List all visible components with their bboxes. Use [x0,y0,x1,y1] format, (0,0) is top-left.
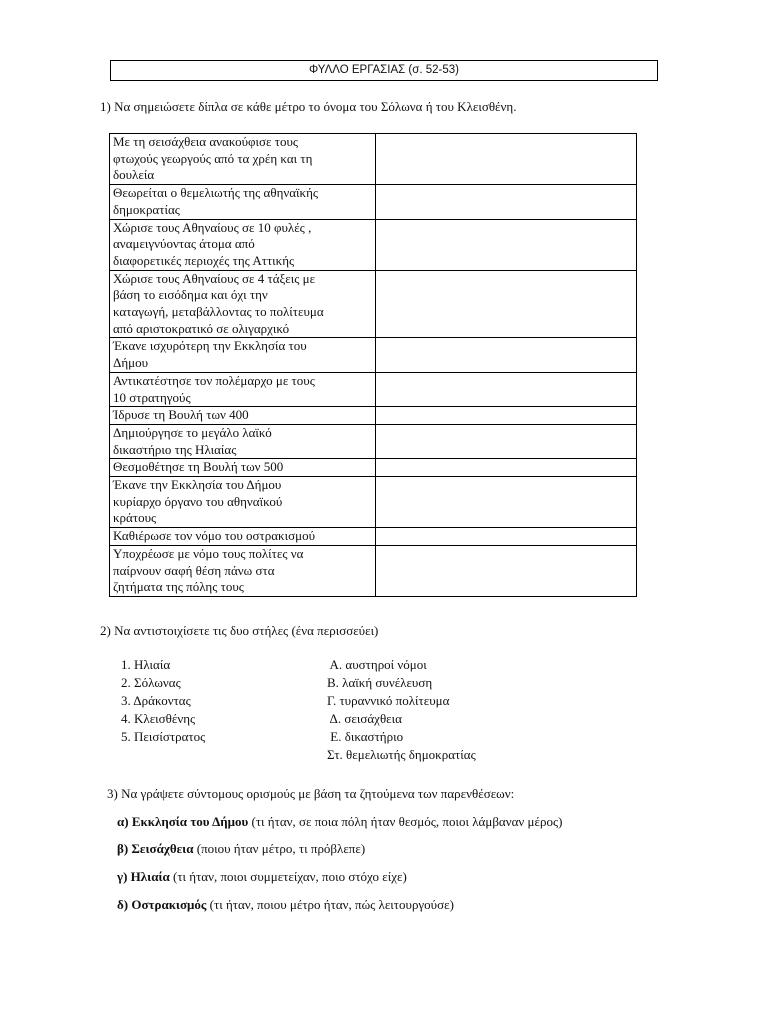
definition-hint: (ποιου ήταν μέτρο, τι πρόβλεπε) [193,841,366,856]
worksheet-title: ΦΥΛΛΟ ΕΡΓΑΣΙΑΣ (σ. 52-53) [110,60,658,81]
match-right-item: Δ. σεισάχθεια [327,711,402,726]
answer-cell[interactable] [376,338,637,372]
measure-text-cell [110,338,376,372]
match-right-item: Στ. θεμελιωτής δημοκρατίας [327,747,476,762]
definition-term: γ) Ηλιαία [117,869,170,884]
measure-line: Αντικατέστησε τον πολέμαρχο με τους [113,372,315,388]
match-left-item: 4. Κλεισθένης [121,711,196,726]
measure-line: Θεσμοθέτησε τη Βουλή των 500 [113,459,284,475]
match-left-item: 2. Σόλωνας [121,675,181,690]
measure-row [110,477,637,528]
measure-line: Δήμου [113,355,149,371]
measure-line: κράτους [113,510,157,526]
match-right-item: Β. λαϊκή συνέλευση [327,675,433,690]
definition-hint: (τι ήταν, ποιοι συμμετείχαν, ποιο στόχο είχε) [169,869,407,884]
measure-row [110,134,637,185]
match-column-right [327,656,476,764]
measure-row [110,459,637,477]
measure-line: διαφορετικές περιοχές της Αττικής [113,252,295,268]
measure-line: 10 στρατηγούς [113,389,191,405]
measure-line: Χώρισε τους Αθηναίους σε 4 τάξεις με [113,270,316,286]
definition-item [117,869,407,885]
answer-cell[interactable] [376,219,637,270]
measure-text-cell [110,459,376,477]
definition-item [117,897,454,913]
answer-cell[interactable] [376,545,637,596]
answer-cell[interactable] [376,372,637,406]
measure-line: Θεωρείται ο θεμελιωτής της αθηναϊκής [113,185,319,201]
measure-line: παίρνουν σαφή θέση πάνω στα [113,562,275,578]
match-right-item: Ε. δικαστήριο [327,729,404,744]
measure-line: δικαστήριο της Ηλιαίας [113,441,237,457]
definition-hint: (τι ήταν, σε ποια πόλη ήταν θεσμός, ποιοι λάμβαναν μέρος) [248,814,563,829]
measure-line: ζητήματα της πόλης τους [113,579,244,595]
match-left-item: 1. Ηλιαία [121,657,171,672]
definition-term: δ) Οστρακισμός [117,897,207,912]
measure-line: Έκανε την Εκκλησία του Δήμου [113,477,282,493]
measure-text-cell [110,270,376,338]
definition-item [117,814,562,830]
match-left-item: 5. Πεισίστρατος [121,729,206,744]
measure-line: Χώρισε τους Αθηναίους σε 10 φυλές , [113,219,312,235]
answer-cell[interactable] [376,270,637,338]
measure-text-cell [110,134,376,185]
measure-text-cell [110,545,376,596]
answer-cell[interactable] [376,424,637,458]
measure-text-cell [110,477,376,528]
measure-line: δουλεία [113,167,155,183]
definition-item [117,841,365,857]
measure-text-cell [110,424,376,458]
measure-text-cell [110,372,376,406]
measure-line: καταγωγή, μεταβάλλοντας το πολίτευμα [113,304,324,320]
measure-line: από αριστοκρατικό σε ολιγαρχικό [113,320,290,336]
measure-row [110,407,637,425]
match-column-left [121,656,205,746]
answer-cell[interactable] [376,134,637,185]
answer-cell[interactable] [376,477,637,528]
measure-line: αναμειγνύοντας άτομα από [113,236,255,252]
measure-row [110,372,637,406]
answer-cell[interactable] [376,407,637,425]
match-right-item: Α. αυστηροί νόμοι [327,657,427,672]
measure-row [110,545,637,596]
measure-row [110,424,637,458]
measure-line: βάση το εισόδημα και όχι την [113,287,268,303]
measure-line: κυρίαρχο όργανο του αθηναϊκού [113,493,283,509]
match-right-item: Γ. τυραννικό πολίτευμα [327,693,450,708]
measure-text-cell [110,407,376,425]
measure-line: Δημιούργησε το μεγάλο λαϊκό [113,424,272,440]
measure-text-cell [110,219,376,270]
measure-text-cell [110,185,376,219]
measures-table [109,133,637,597]
question-3: 3) Να γράψετε σύντομους ορισμούς με βάση τα ζητούμενα των παρενθέσεων: [107,786,515,801]
measure-line: Με τη σεισάχθεια ανακούφισε τους [113,134,299,149]
match-left-item: 3. Δράκοντας [121,693,191,708]
measure-text-cell [110,528,376,546]
definition-term: β) Σεισάχθεια [117,841,194,856]
answer-cell[interactable] [376,528,637,546]
measure-line: Καθιέρωσε τον νόμο του οστρακισμού [113,528,316,544]
question-2: 2) Να αντιστοιχίσετε τις δυο στήλες (ένα περισσεύει) [100,623,379,638]
measure-line: Έκανε ισχυρότερη την Εκκλησία του [113,338,307,354]
measure-row [110,338,637,372]
measure-row [110,219,637,270]
answer-cell[interactable] [376,459,637,477]
definition-hint: (τι ήταν, ποιου μέτρο ήταν, πώς λειτουργούσε) [206,897,454,912]
definition-term: α) Εκκλησία του Δήμου [117,814,249,829]
measure-row [110,270,637,338]
measure-row [110,528,637,546]
question-1: 1) Να σημειώσετε δίπλα σε κάθε μέτρο το όνομα του Σόλωνα ή του Κλεισθένη. [100,99,517,114]
measure-line: φτωχούς γεωργούς από τα χρέη και τη [113,150,313,166]
measure-row [110,185,637,219]
measure-line: Υποχρέωσε με νόμο τους πολίτες να [113,545,304,561]
measure-line: δημοκρατίας [113,201,180,217]
measure-line: Ίδρυσε τη Βουλή των 400 [113,407,249,423]
answer-cell[interactable] [376,185,637,219]
